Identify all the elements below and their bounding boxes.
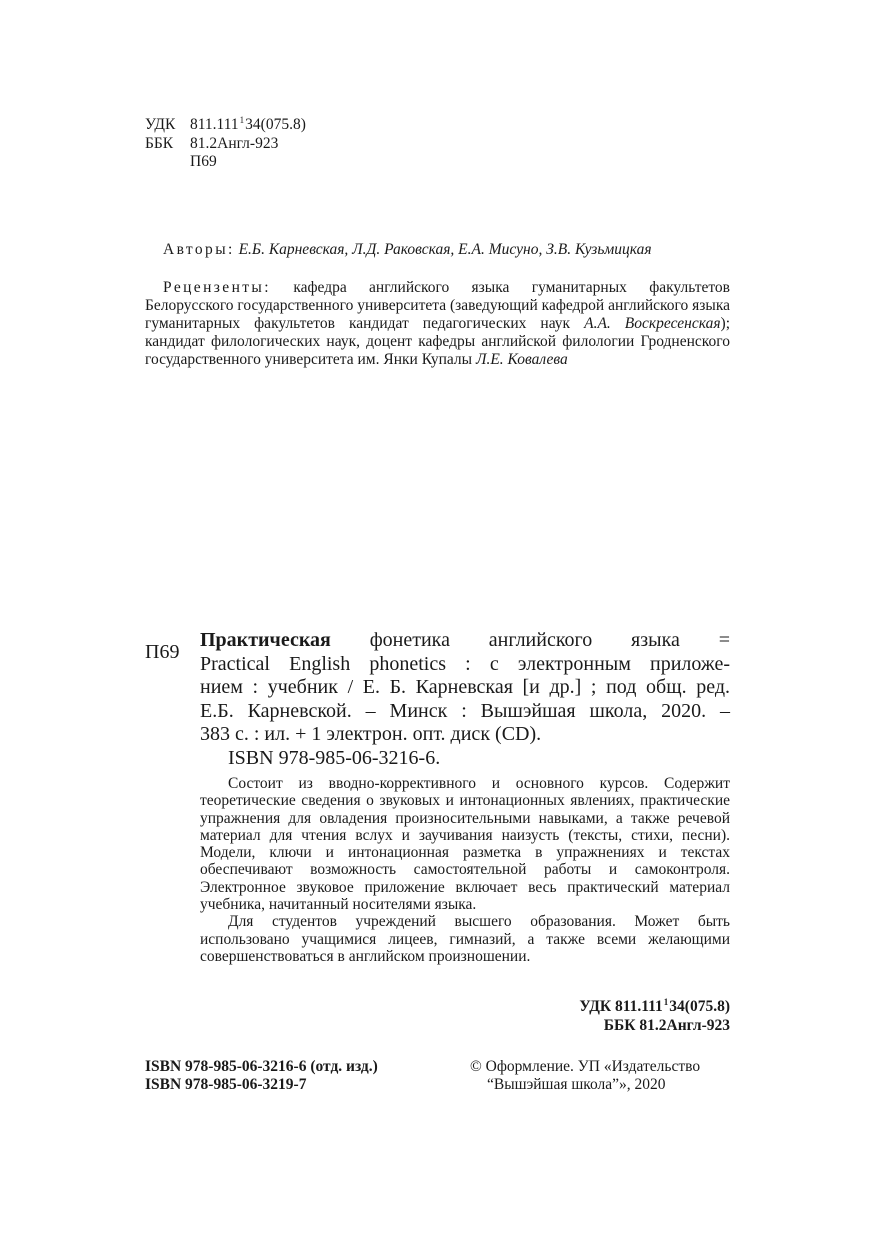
udk-bottom-post: 34(075.8) (669, 998, 730, 1015)
authors-names: Е.Б. Карневская, Л.Д. Раковская, Е.А. Мисуно, З.В. Кузьмицкая (238, 241, 652, 258)
isbn-1: ISBN 978-985-06-3216-6 (отд. изд.) (145, 1058, 378, 1075)
reviewer-name-2: Л.Е. Ковалева (475, 351, 568, 368)
reviewers-text-1: кафедра английского языка гуманитарных факультетов Белорусского государственного университета (заведующий кафедрой английского языка гуманитарных факультетов кандидат педагогических наук (145, 279, 730, 332)
reviewers-paragraph (145, 279, 730, 369)
bib-line-3: нием : учебник / Е. Б. Карневская [и др.] ; под общ. ред. (200, 676, 730, 698)
reviewers-label: Рецензенты: (163, 279, 271, 296)
bib-line-4: Е.Б. Карневской. – Минск : Вышэйшая школа, 2020. – (200, 699, 730, 722)
bbk-code (145, 135, 306, 153)
bib-line-1 (200, 629, 730, 653)
authors-line (163, 241, 743, 259)
udk-code (145, 116, 306, 135)
udk-bottom-superscript: 1 (663, 997, 669, 1007)
udk-code-bottom (579, 998, 730, 1017)
bib-line-1-rest: фонетика английского языка = (330, 629, 730, 651)
author-mark: П69 (190, 153, 217, 170)
bibliographic-entry (200, 629, 730, 770)
classification-codes-top (145, 116, 306, 171)
bib-isbn: ISBN 978-985-06-3216-6. (228, 746, 441, 769)
udk-label: УДК (145, 116, 176, 133)
bib-author-mark: П69 (145, 641, 180, 663)
annotation (200, 775, 730, 965)
bbk-label: ББК (145, 135, 174, 152)
bbk-code-bottom: ББК 81.2Англ-923 (603, 1017, 730, 1034)
bbk-value: 81.2Англ-923 (190, 135, 279, 152)
udk-superscript: 1 (239, 115, 245, 125)
udk-value-pre: 811.111 (190, 116, 239, 133)
annotation-paragraph-2: Для студентов учреждений высшего образования. Может быть использовано учащимися лицеев, гимназий, а также всеми желающими совершенствоваться в английском произношении. (200, 913, 730, 965)
bib-line-5: 383 с. : ил. + 1 электрон. опт. диск (CD). (200, 723, 542, 745)
reviewer-name-1: А.А. Воскресенская (584, 315, 721, 332)
copyright-block (470, 1058, 700, 1094)
copyright-line-2: “Вышэйшая школа”», 2020 (487, 1076, 666, 1093)
isbn-2: ISBN 978-985-06-3219-7 (145, 1076, 307, 1093)
authors-label: Авторы: (163, 241, 235, 258)
udk-value-post: 34(075.8) (245, 116, 306, 133)
reviewers-text-2: ); кандидат филологических наук, доцент кафедры английской филологии Гродненского государственного университета им. Янки Купалы (145, 315, 730, 368)
bib-title-bold: Практическая (200, 629, 331, 651)
annotation-paragraph-1: Состоит из вводно-коррективного и основного курсов. Содержит теоретические сведения о звуковых и интонационных явлениях, практические упражнения для овладения произносительными навыками, а также речевой материал для чтения вслух и заучивания наизусть (тексты, стихи, песни). Модели, ключи и интонационная разметка в упражнениях и текстах обеспечивают возможность самостоятельной работы и самоконтроля. Электронное звуковое приложение включает весь практический материал учебника, начитанный носителями языка. (200, 775, 730, 914)
copyright-line-1: © Оформление. УП «Издательство (470, 1058, 701, 1075)
reviewers-block (145, 279, 730, 369)
udk-bottom-pre: УДК 811.111 (579, 998, 663, 1015)
isbn-block (145, 1058, 378, 1094)
bib-line-2: Practical English phonetics : с электронным приложе- (200, 652, 730, 675)
classification-codes-bottom (579, 998, 730, 1035)
